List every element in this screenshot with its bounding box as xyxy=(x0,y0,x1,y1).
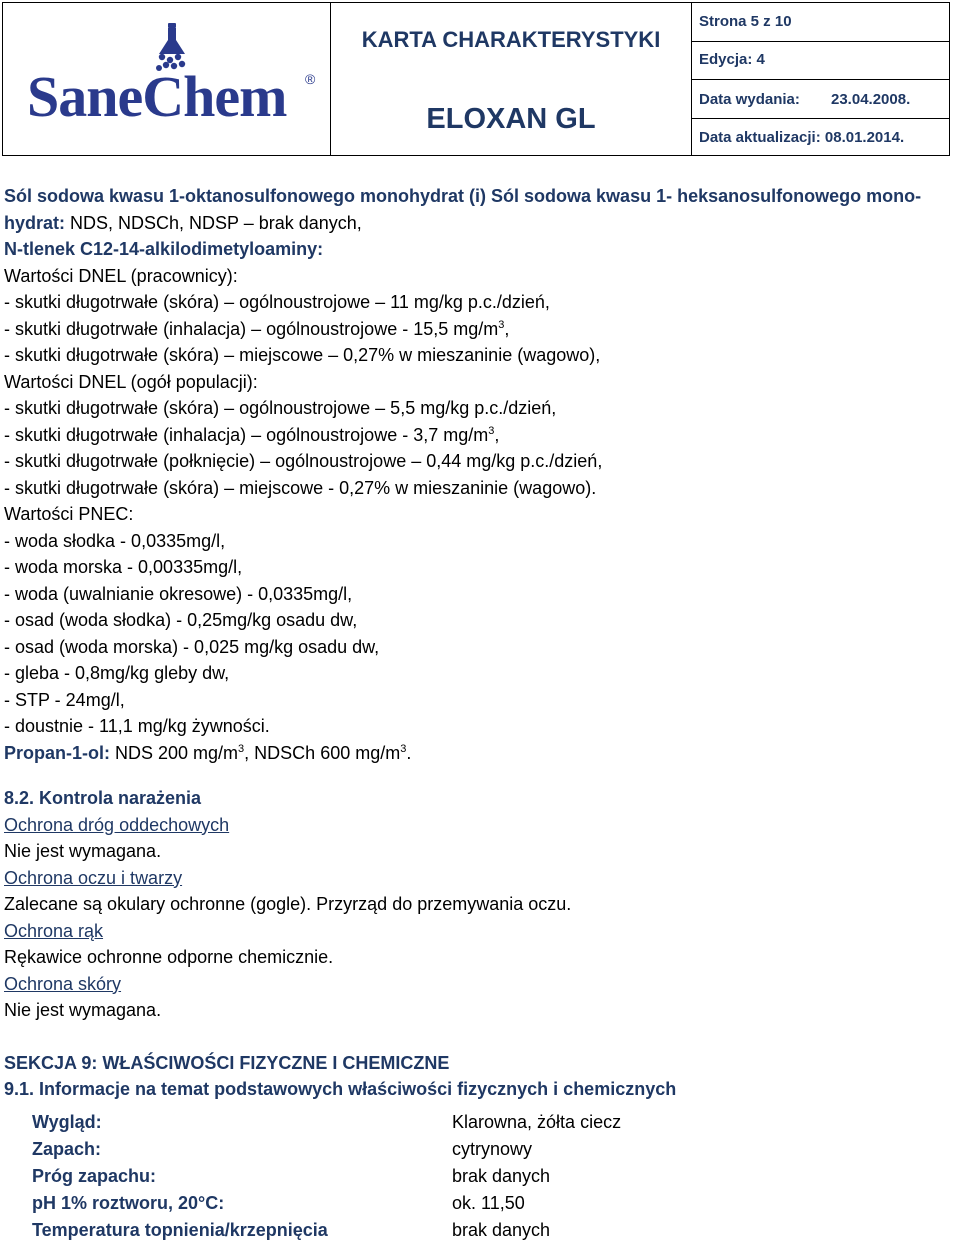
substance-heading: Sól sodowa kwasu 1-oktanosulfonowego monohydrat (i) Sól sodowa kwasu 1- heksanosulfonowego mono- xyxy=(4,186,922,206)
issue-date: 23.04.2008. xyxy=(831,91,911,108)
property-name: Temperatura topnienia/krzepnięcia xyxy=(32,1219,328,1240)
company-logo xyxy=(25,21,325,141)
subsection-heading: Ochrona skóry xyxy=(4,973,122,994)
property-value: Klarowna, żółta ciecz xyxy=(452,1111,622,1132)
property-name: Próg zapachu: xyxy=(32,1165,157,1186)
list-item: - woda (uwalnianie okresowe) - 0,0335mg/l, xyxy=(4,583,353,604)
property-name: pH 1% roztworu, 20°C: xyxy=(32,1192,225,1213)
property-value: brak danych xyxy=(452,1219,551,1240)
table-row xyxy=(32,1109,652,1136)
text-line: Nie jest wymagana. xyxy=(4,1000,162,1020)
substance-heading: hydrat: xyxy=(4,212,66,233)
logo-text: SaneChem xyxy=(27,64,287,129)
text-line: - skutki długotrwałe (skóra) – miejscowe – 0,27% w mieszaninie (wagowo), xyxy=(4,345,601,365)
list-item: - doustnie - 11,1 mg/kg żywności. xyxy=(4,716,270,736)
spacer xyxy=(4,766,958,785)
list-item: - woda morska - 0,00335mg/l, xyxy=(4,557,243,577)
property-name: Zapach: xyxy=(32,1138,102,1159)
divider xyxy=(691,79,949,80)
property-name: Wygląd: xyxy=(32,1111,102,1132)
superscript: 3 xyxy=(498,318,505,331)
text-span: NDS 200 mg/m xyxy=(110,742,239,763)
text-span: - skutki długotrwałe (inhalacja) – ogólnoustrojowe - 3,7 mg/m xyxy=(4,424,489,445)
text-line: - skutki długotrwałe (skóra) – miejscowe - 0,27% w mieszaninie (wagowo). xyxy=(4,477,597,498)
list-item: - osad (woda morska) - 0,025 mg/kg osadu dw, xyxy=(4,636,380,657)
text-line: Wartości DNEL (ogół populacji): xyxy=(4,371,258,392)
table-row xyxy=(32,1136,652,1163)
properties-table xyxy=(32,1109,652,1244)
superscript: 3 xyxy=(400,742,407,755)
text-span: , xyxy=(494,424,500,445)
table-row xyxy=(32,1217,652,1244)
document-body xyxy=(4,183,958,1244)
text-span: NDS, NDSCh, NDSP – brak danych, xyxy=(65,212,362,233)
section-heading: 9.1. Informacje na temat podstawowych właściwości fizycznych i chemicznych xyxy=(4,1079,677,1099)
text-line: - skutki długotrwałe (skóra) – ogólnoustrojowe – 11 mg/kg p.c./dzień, xyxy=(4,292,550,312)
edition: Edycja: 4 xyxy=(699,51,765,68)
spacer xyxy=(4,1024,958,1050)
subsection-heading: Ochrona dróg oddechowych xyxy=(4,814,230,835)
subsection-heading: Ochrona rąk xyxy=(4,920,104,941)
superscript: 3 xyxy=(488,424,495,437)
divider xyxy=(691,118,949,119)
list-item: - gleba - 0,8mg/kg gleby dw, xyxy=(4,663,230,683)
text-line xyxy=(4,740,958,767)
list-item: - STP - 24mg/l, xyxy=(4,689,125,710)
text-line: Rękawice ochronne odporne chemicznie. xyxy=(4,947,334,967)
superscript: 3 xyxy=(238,742,245,755)
text-span: , xyxy=(504,318,510,339)
product-name: ELOXAN GL xyxy=(426,103,596,135)
table-row xyxy=(32,1190,652,1217)
registered-mark: ® xyxy=(305,71,316,87)
page-number: Strona 5 z 10 xyxy=(699,13,792,30)
property-value: brak danych xyxy=(452,1165,551,1186)
list-item: - woda słodka - 0,0335mg/l, xyxy=(4,530,226,551)
text-line: - skutki długotrwałe (połknięcie) – ogólnoustrojowe – 0,44 mg/kg p.c./dzień, xyxy=(4,451,603,471)
subsection-heading: Ochrona oczu i twarzy xyxy=(4,867,183,888)
document-header xyxy=(2,2,950,156)
divider xyxy=(691,41,949,42)
update-date: Data aktualizacji: 08.01.2014. xyxy=(699,129,905,146)
section-heading: SEKCJA 9: WŁAŚCIWOŚCI FIZYCZNE I CHEMICZNE xyxy=(4,1052,450,1073)
issue-date-label: Data wydania: xyxy=(699,91,800,108)
text-line xyxy=(4,210,958,237)
text-span: - skutki długotrwałe (inhalacja) – ogólnoustrojowe - 15,5 mg/m xyxy=(4,318,499,339)
substance-heading: N-tlenek C12-14-alkilodimetyloaminy: xyxy=(4,239,324,259)
text-span: . xyxy=(406,742,412,763)
text-line: Wartości PNEC: xyxy=(4,504,134,524)
property-value: cytrynowy xyxy=(452,1138,533,1159)
text-line: Wartości DNEL (pracownicy): xyxy=(4,265,238,286)
list-item: - osad (woda słodka) - 0,25mg/kg osadu dw, xyxy=(4,610,358,630)
text-span: , NDSCh 600 mg/m xyxy=(244,742,401,763)
section-heading: 8.2. Kontrola narażenia xyxy=(4,788,202,808)
substance-heading: Propan-1-ol: xyxy=(4,742,110,763)
text-line xyxy=(4,422,958,449)
text-line: Nie jest wymagana. xyxy=(4,841,162,861)
table-row xyxy=(32,1163,652,1190)
text-line: Zalecane są okulary ochronne (gogle). Przyrząd do przemywania oczu. xyxy=(4,894,572,914)
text-line xyxy=(4,316,958,343)
document-title: KARTA CHARAKTERYSTYKI xyxy=(361,27,661,52)
property-value: ok. 11,50 xyxy=(452,1192,525,1213)
text-line: - skutki długotrwałe (skóra) – ogólnoustrojowe – 5,5 mg/kg p.c./dzień, xyxy=(4,398,557,418)
